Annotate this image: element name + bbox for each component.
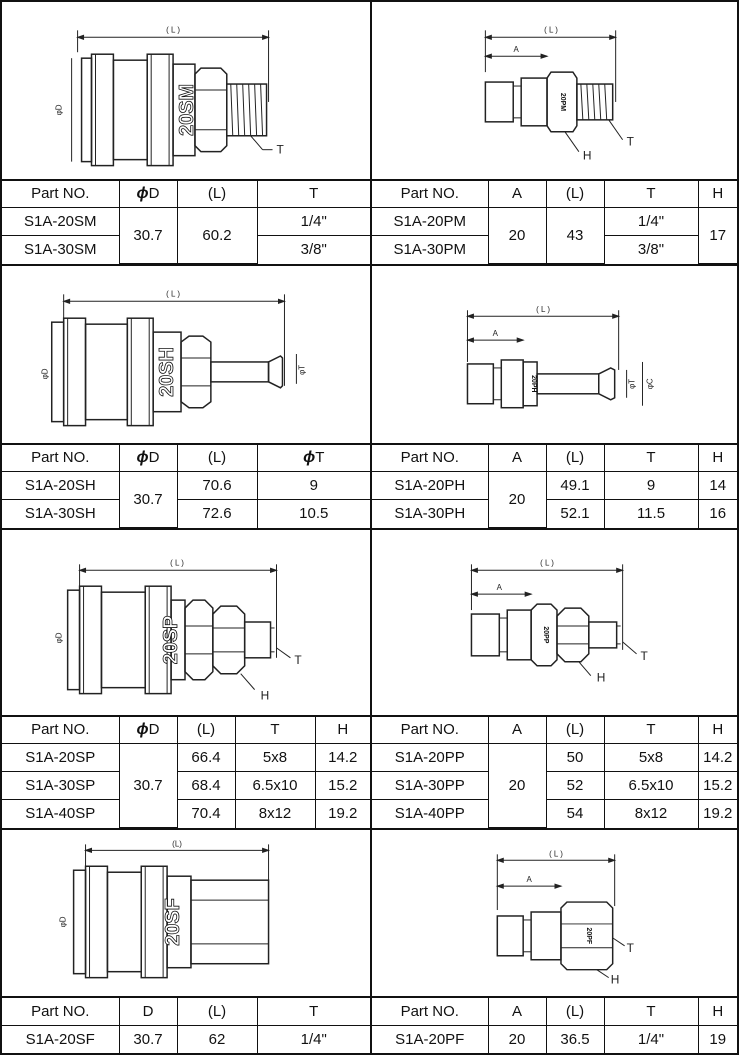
hose-value: 11.5 xyxy=(604,500,698,528)
hex-value: 16 xyxy=(698,500,737,528)
length-value: 52.1 xyxy=(546,500,604,528)
spec-table-sh xyxy=(2,443,370,529)
table-row xyxy=(372,744,737,772)
tube-value: 6.5x10 xyxy=(235,772,315,800)
tube-value: 8x12 xyxy=(235,800,315,828)
spec-table-pf xyxy=(372,996,737,1053)
length-value: 49.1 xyxy=(546,472,604,500)
hex-value: 14 xyxy=(698,472,737,500)
model-stamp: 20SP xyxy=(160,615,183,665)
table-row xyxy=(372,500,737,528)
model-stamp: 20SF xyxy=(162,898,185,946)
header-hose: T xyxy=(604,444,698,472)
drawing-socket-tube xyxy=(2,530,370,716)
header-length: (L) xyxy=(177,444,257,472)
dim-length: ( L ) xyxy=(549,849,563,859)
header-part-no: Part NO. xyxy=(372,180,488,208)
part-no: S1A-20PP xyxy=(372,744,488,772)
hex-value: 15.2 xyxy=(698,772,737,800)
dim-diameter: φD xyxy=(54,104,64,116)
dim-hose: φT xyxy=(627,378,637,389)
dim-tube: T xyxy=(640,648,648,663)
tube-value: 6.5x10 xyxy=(604,772,698,800)
header-hex: H xyxy=(698,716,737,744)
hex-value: 14.2 xyxy=(698,744,737,772)
part-no: S1A-30SH xyxy=(2,500,119,528)
model-stamp: 20PM xyxy=(558,92,566,112)
header-length: (L) xyxy=(177,180,257,208)
dim-length: ( L ) xyxy=(170,558,184,568)
dim-diameter: φD xyxy=(54,632,64,644)
length-value: 52 xyxy=(546,772,604,800)
header-part-no: Part NO. xyxy=(2,997,119,1025)
table-row xyxy=(2,800,370,828)
dim-length: ( L ) xyxy=(166,25,180,35)
hex-value: 14.2 xyxy=(315,744,370,772)
table-row xyxy=(372,1025,737,1053)
hose-value: 9 xyxy=(257,472,370,500)
header-hex: H xyxy=(698,997,737,1025)
header-hex: H xyxy=(698,444,737,472)
part-no: S1A-20SF xyxy=(2,1025,119,1053)
header-part-no: Part NO. xyxy=(2,444,119,472)
a-value: 20 xyxy=(488,208,546,264)
header-part-no: Part NO. xyxy=(372,444,488,472)
drawing-socket-male-thread xyxy=(2,2,370,182)
dim-c: φC xyxy=(645,378,655,390)
header-a: A xyxy=(488,716,546,744)
part-no: S1A-20PF xyxy=(372,1025,488,1053)
table-row xyxy=(2,744,370,772)
header-diameter: ϕD xyxy=(119,180,177,208)
header-diameter: D xyxy=(119,997,177,1025)
header-part-no: Part NO. xyxy=(2,180,119,208)
length-value: 72.6 xyxy=(177,500,257,528)
tube-value: 5x8 xyxy=(235,744,315,772)
part-no: S1A-30SM xyxy=(2,236,119,264)
tube-value: 5x8 xyxy=(604,744,698,772)
length-value: 43 xyxy=(546,208,604,264)
spec-table-sp xyxy=(2,715,370,829)
part-no: S1A-20SM xyxy=(2,208,119,236)
length-value: 70.6 xyxy=(177,472,257,500)
hose-value: 10.5 xyxy=(257,500,370,528)
thread-value: 3/8" xyxy=(604,236,698,264)
header-length: (L) xyxy=(546,716,604,744)
header-length: (L) xyxy=(546,180,604,208)
phi-symbol: ϕ xyxy=(136,448,149,466)
header-length: (L) xyxy=(546,997,604,1025)
part-no: S1A-20SP xyxy=(2,744,119,772)
header-thread: T xyxy=(257,997,370,1025)
dim-hex: H xyxy=(260,688,270,703)
model-stamp: 20PH xyxy=(530,375,538,393)
header-thread: T xyxy=(604,180,698,208)
table-row xyxy=(2,500,370,528)
table-row xyxy=(372,208,737,236)
table-row xyxy=(372,772,737,800)
length-value: 68.4 xyxy=(177,772,235,800)
dim-thread: T xyxy=(276,142,284,157)
table-row xyxy=(2,472,370,500)
header-hex: H xyxy=(315,716,370,744)
header-length: (L) xyxy=(177,997,257,1025)
header-diameter: ϕD xyxy=(119,716,177,744)
header-hex: H xyxy=(698,180,737,208)
header-tube: T xyxy=(235,716,315,744)
dim-length: ( L ) xyxy=(544,25,558,35)
dim-diameter: φD xyxy=(40,368,50,380)
table-row xyxy=(2,208,370,236)
spec-table-ph xyxy=(372,443,737,529)
diameter-value: 30.7 xyxy=(119,744,177,828)
header-tube: T xyxy=(604,716,698,744)
length-value: 66.4 xyxy=(177,744,235,772)
dim-diameter: φD xyxy=(58,916,68,928)
panel-pp xyxy=(370,528,739,830)
header-hose-dia: ϕT xyxy=(257,444,370,472)
dim-hose: φT xyxy=(297,364,307,375)
phi-symbol: ϕ xyxy=(303,448,316,466)
model-stamp: 20SH xyxy=(156,347,179,397)
panel-sh xyxy=(0,264,372,530)
part-no: S1A-30PM xyxy=(372,236,488,264)
part-no: S1A-20PM xyxy=(372,208,488,236)
dim-length: ( L ) xyxy=(540,558,554,568)
dim-thread: T xyxy=(626,940,634,955)
thread-value: 1/4" xyxy=(604,208,698,236)
part-no: S1A-30PH xyxy=(372,500,488,528)
spec-table-pm xyxy=(372,179,737,265)
dim-hex: H xyxy=(596,670,606,685)
part-no: S1A-40PP xyxy=(372,800,488,828)
header-a: A xyxy=(488,997,546,1025)
part-no: S1A-40SP xyxy=(2,800,119,828)
thread-value: 1/4" xyxy=(604,1025,698,1053)
dim-length: ( L ) xyxy=(166,289,180,299)
drawing-plug-male-thread xyxy=(372,2,737,182)
phi-symbol: ϕ xyxy=(136,720,149,738)
tube-value: 8x12 xyxy=(604,800,698,828)
panel-pf xyxy=(370,828,739,1055)
length-value: 36.5 xyxy=(546,1025,604,1053)
table-row xyxy=(372,472,737,500)
header-thread: T xyxy=(604,997,698,1025)
thread-value: 1/4" xyxy=(257,208,370,236)
header-length: (L) xyxy=(546,444,604,472)
phi-symbol: ϕ xyxy=(136,184,149,202)
a-value: 20 xyxy=(488,744,546,828)
dim-thread: T xyxy=(626,134,634,149)
dim-a: A xyxy=(492,329,498,339)
table-row xyxy=(2,1025,370,1053)
spec-table-sm xyxy=(2,179,370,265)
thread-value: 3/8" xyxy=(257,236,370,264)
hose-value: 9 xyxy=(604,472,698,500)
header-diameter: ϕD xyxy=(119,444,177,472)
diameter-value: 30.7 xyxy=(119,208,177,264)
drawing-socket-hose-barb xyxy=(2,266,370,444)
diameter-value: 30.7 xyxy=(119,472,177,528)
part-no: S1A-20PH xyxy=(372,472,488,500)
a-value: 20 xyxy=(488,472,546,528)
table-row xyxy=(372,800,737,828)
header-a: A xyxy=(488,180,546,208)
header-part-no: Part NO. xyxy=(372,997,488,1025)
part-no: S1A-30PP xyxy=(372,772,488,800)
header-thread: T xyxy=(257,180,370,208)
length-value: 60.2 xyxy=(177,208,257,264)
table-row xyxy=(2,772,370,800)
drawing-plug-female-thread xyxy=(372,830,737,996)
dim-a: A xyxy=(496,583,502,593)
panel-pm xyxy=(370,0,739,266)
dim-tube: T xyxy=(294,652,302,667)
hex-value: 15.2 xyxy=(315,772,370,800)
model-stamp: 20PP xyxy=(542,626,550,644)
model-stamp: 20SM xyxy=(175,83,198,136)
length-value: 54 xyxy=(546,800,604,828)
model-stamp: 20PF xyxy=(584,927,592,945)
panel-ph xyxy=(370,264,739,530)
length-value: 70.4 xyxy=(177,800,235,828)
panel-sp xyxy=(0,528,372,830)
spec-table-pp xyxy=(372,715,737,829)
dim-a: A xyxy=(526,875,532,885)
length-value: 62 xyxy=(177,1025,257,1053)
hex-value: 19.2 xyxy=(315,800,370,828)
a-value: 20 xyxy=(488,1025,546,1053)
dim-a: A xyxy=(513,45,519,55)
header-a: A xyxy=(488,444,546,472)
spec-table-sf xyxy=(2,996,370,1053)
dim-hex: H xyxy=(582,148,592,163)
header-length: (L) xyxy=(177,716,235,744)
diameter-value: 30.7 xyxy=(119,1025,177,1053)
hex-value: 19 xyxy=(698,1025,737,1053)
drawing-plug-hose-barb xyxy=(372,266,737,444)
header-part-no: Part NO. xyxy=(372,716,488,744)
panel-sf xyxy=(0,828,372,1055)
drawing-plug-tube xyxy=(372,530,737,716)
dim-length: ( L ) xyxy=(536,305,550,315)
dim-length: (L) xyxy=(172,839,182,849)
length-value: 50 xyxy=(546,744,604,772)
drawing-socket-female-thread xyxy=(2,830,370,996)
part-no: S1A-20SH xyxy=(2,472,119,500)
part-no: S1A-30SP xyxy=(2,772,119,800)
header-part-no: Part NO. xyxy=(2,716,119,744)
hex-value: 17 xyxy=(698,208,737,264)
hex-value: 19.2 xyxy=(698,800,737,828)
panel-sm xyxy=(0,0,372,266)
thread-value: 1/4" xyxy=(257,1025,370,1053)
dim-hex: H xyxy=(610,972,620,987)
